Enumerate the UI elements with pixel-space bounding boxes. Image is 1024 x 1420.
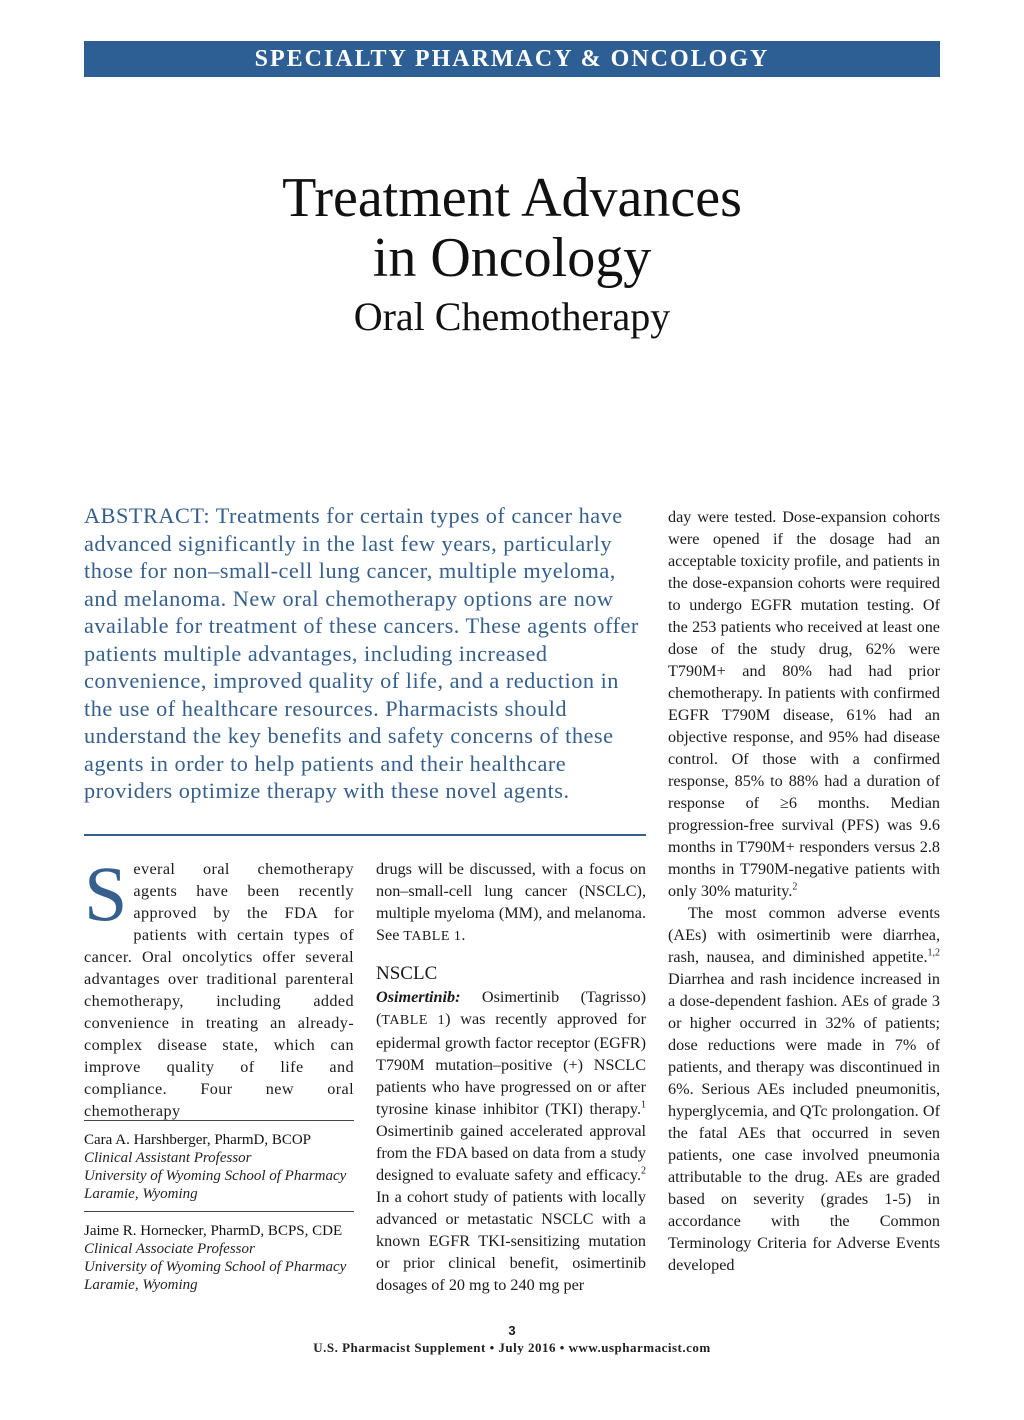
- body-text: day were tested. Dose-expansion cohorts were opened if the dosage had an acceptable toxicity profile, and patients in the dose-expansion cohorts were required to undergo EGFR mutation testing. Of the 253 patients who received at least one dose of the study drug, 62% were T790M+ and 80% had had prior chemotherapy. In patients with confirmed EGFR T790M disease, 61% had an objective response, and 95% had disease control. Of those with a confirmed response, 85% to 88% had a duration of response of ≥6 months. Median progression-free survival (PFS) was 9.6 months in T790M+ responders versus 2.8 months in T790M-negative patients with only 30% maturity.: [668, 508, 940, 900]
- body-text: .: [461, 926, 466, 944]
- body-paragraph: [376, 858, 646, 948]
- drop-cap: S: [84, 850, 128, 937]
- article-title-line-1: Treatment Advances: [282, 167, 742, 229]
- author-name: Cara A. Harshberger, PharmD, BCOP: [84, 1132, 312, 1148]
- author-title: Clinical Assistant Professor: [84, 1150, 252, 1166]
- author-info: [84, 1120, 354, 1302]
- intro-paragraph: [84, 850, 354, 1122]
- column-2: [376, 858, 646, 1296]
- column-3: [668, 506, 940, 1276]
- author-name: Jaime R. Hornecker, PharmD, BCPS, CDE: [84, 1223, 343, 1239]
- author-location: Laramie, Wyoming: [84, 1277, 198, 1293]
- table-1-link[interactable]: TABLE 1: [403, 929, 462, 944]
- body-text: The most common adverse events (AEs) with osimertinib were diarrhea, rash, nausea, and diminished appetite.: [668, 904, 940, 966]
- reference-marker[interactable]: 1: [641, 1099, 646, 1111]
- article-title-line-2: in Oncology: [372, 227, 652, 289]
- body-text: In a cohort study of patients with locally advanced or metastatic NSCLC with a known EGFR TKI-sensitizing mutation or prior clinical benefit, osimertinib dosages of 20 mg to 240 mg per: [376, 1188, 646, 1294]
- author-affiliation: University of Wyoming School of Pharmacy: [84, 1168, 347, 1184]
- intro-text: everal oral chemotherapy agents have been recently approved by the FDA for patients with certain types of cancer. Oral oncolytics offer several advantages over traditional parenteral chemotherapy, including added convenience in treating an already-complex disease state, which can improve quality of life and compliance. Four new oral chemotherapy: [84, 860, 354, 1120]
- author-affiliation: University of Wyoming School of Pharmacy: [84, 1259, 347, 1275]
- drug-label: Osimertinib:: [376, 988, 461, 1006]
- body-text: Osimertinib (Tagrisso) (: [376, 988, 646, 1028]
- body-text: drugs will be discussed, with a focus on non–small-cell lung cancer (NSCLC), multiple myeloma (MM), and melanoma. See: [376, 860, 646, 944]
- article-subtitle: Oral Chemotherapy: [353, 294, 671, 339]
- body-text: ) was recently approved for epidermal growth factor receptor (EGFR) T790M mutation–positive (+) NSCLC patients who have progressed on or after tyrosine kinase inhibitor (TKI) therapy.: [376, 1010, 647, 1118]
- table-1-link[interactable]: TABLE 1: [381, 1013, 446, 1028]
- body-text: Osimertinib gained accelerated approval from the FDA based on data from a study designed to evaluate safety and efficacy.: [376, 1122, 646, 1184]
- abstract-divider: [84, 834, 646, 836]
- reference-marker[interactable]: 2: [792, 881, 798, 893]
- author-title: Clinical Associate Professor: [84, 1241, 255, 1257]
- reference-marker[interactable]: 1,2: [927, 947, 940, 959]
- body-paragraph: [668, 506, 940, 902]
- section-banner: SPECIALTY PHARMACY & ONCOLOGY: [84, 41, 940, 77]
- author-block-2: [84, 1212, 354, 1302]
- section-heading-nsclc: NSCLC: [376, 963, 438, 984]
- article-title-block: [84, 168, 940, 342]
- body-paragraph: [668, 902, 940, 1276]
- column-1: [84, 850, 354, 1122]
- body-paragraph: [376, 986, 646, 1296]
- page-footer: U.S. Pharmacist Supplement • July 2016 • www.uspharmacist.com: [313, 1340, 711, 1355]
- body-text: Diarrhea and rash incidence increased in a dose-dependent fashion. AEs of grade 3 or higher occurred in 32% of patients; dose reductions were made in 7% of patients, and therapy was discontinued in 6%. Serious AEs included pneumonitis, hyperglycemia, and QTc prolongation. Of the fatal AEs that occurred in seven patients, one case involved pneumonia attributable to the drug. AEs are graded based on severity (grades 1-5) in accordance with the Common Terminology Criteria for Adverse Events developed: [668, 970, 940, 1274]
- page-number: 3: [508, 1323, 516, 1338]
- abstract: ABSTRACT: Treatments for certain types of cancer have advanced significantly in the last few years, particularly those for non–small-cell lung cancer, multiple myeloma, and melanoma. New oral chemotherapy options are now available for treatment of these cancers. These agents offer patients multiple advantages, including increased convenience, improved quality of life, and a reduction in the use of healthcare resources. Pharmacists should understand the key benefits and safety concerns of these agents in order to help patients and their healthcare providers optimize therapy with these novel agents.: [84, 503, 639, 803]
- reference-marker[interactable]: 2: [641, 1165, 646, 1177]
- author-location: Laramie, Wyoming: [84, 1186, 198, 1202]
- author-block-1: [84, 1121, 354, 1211]
